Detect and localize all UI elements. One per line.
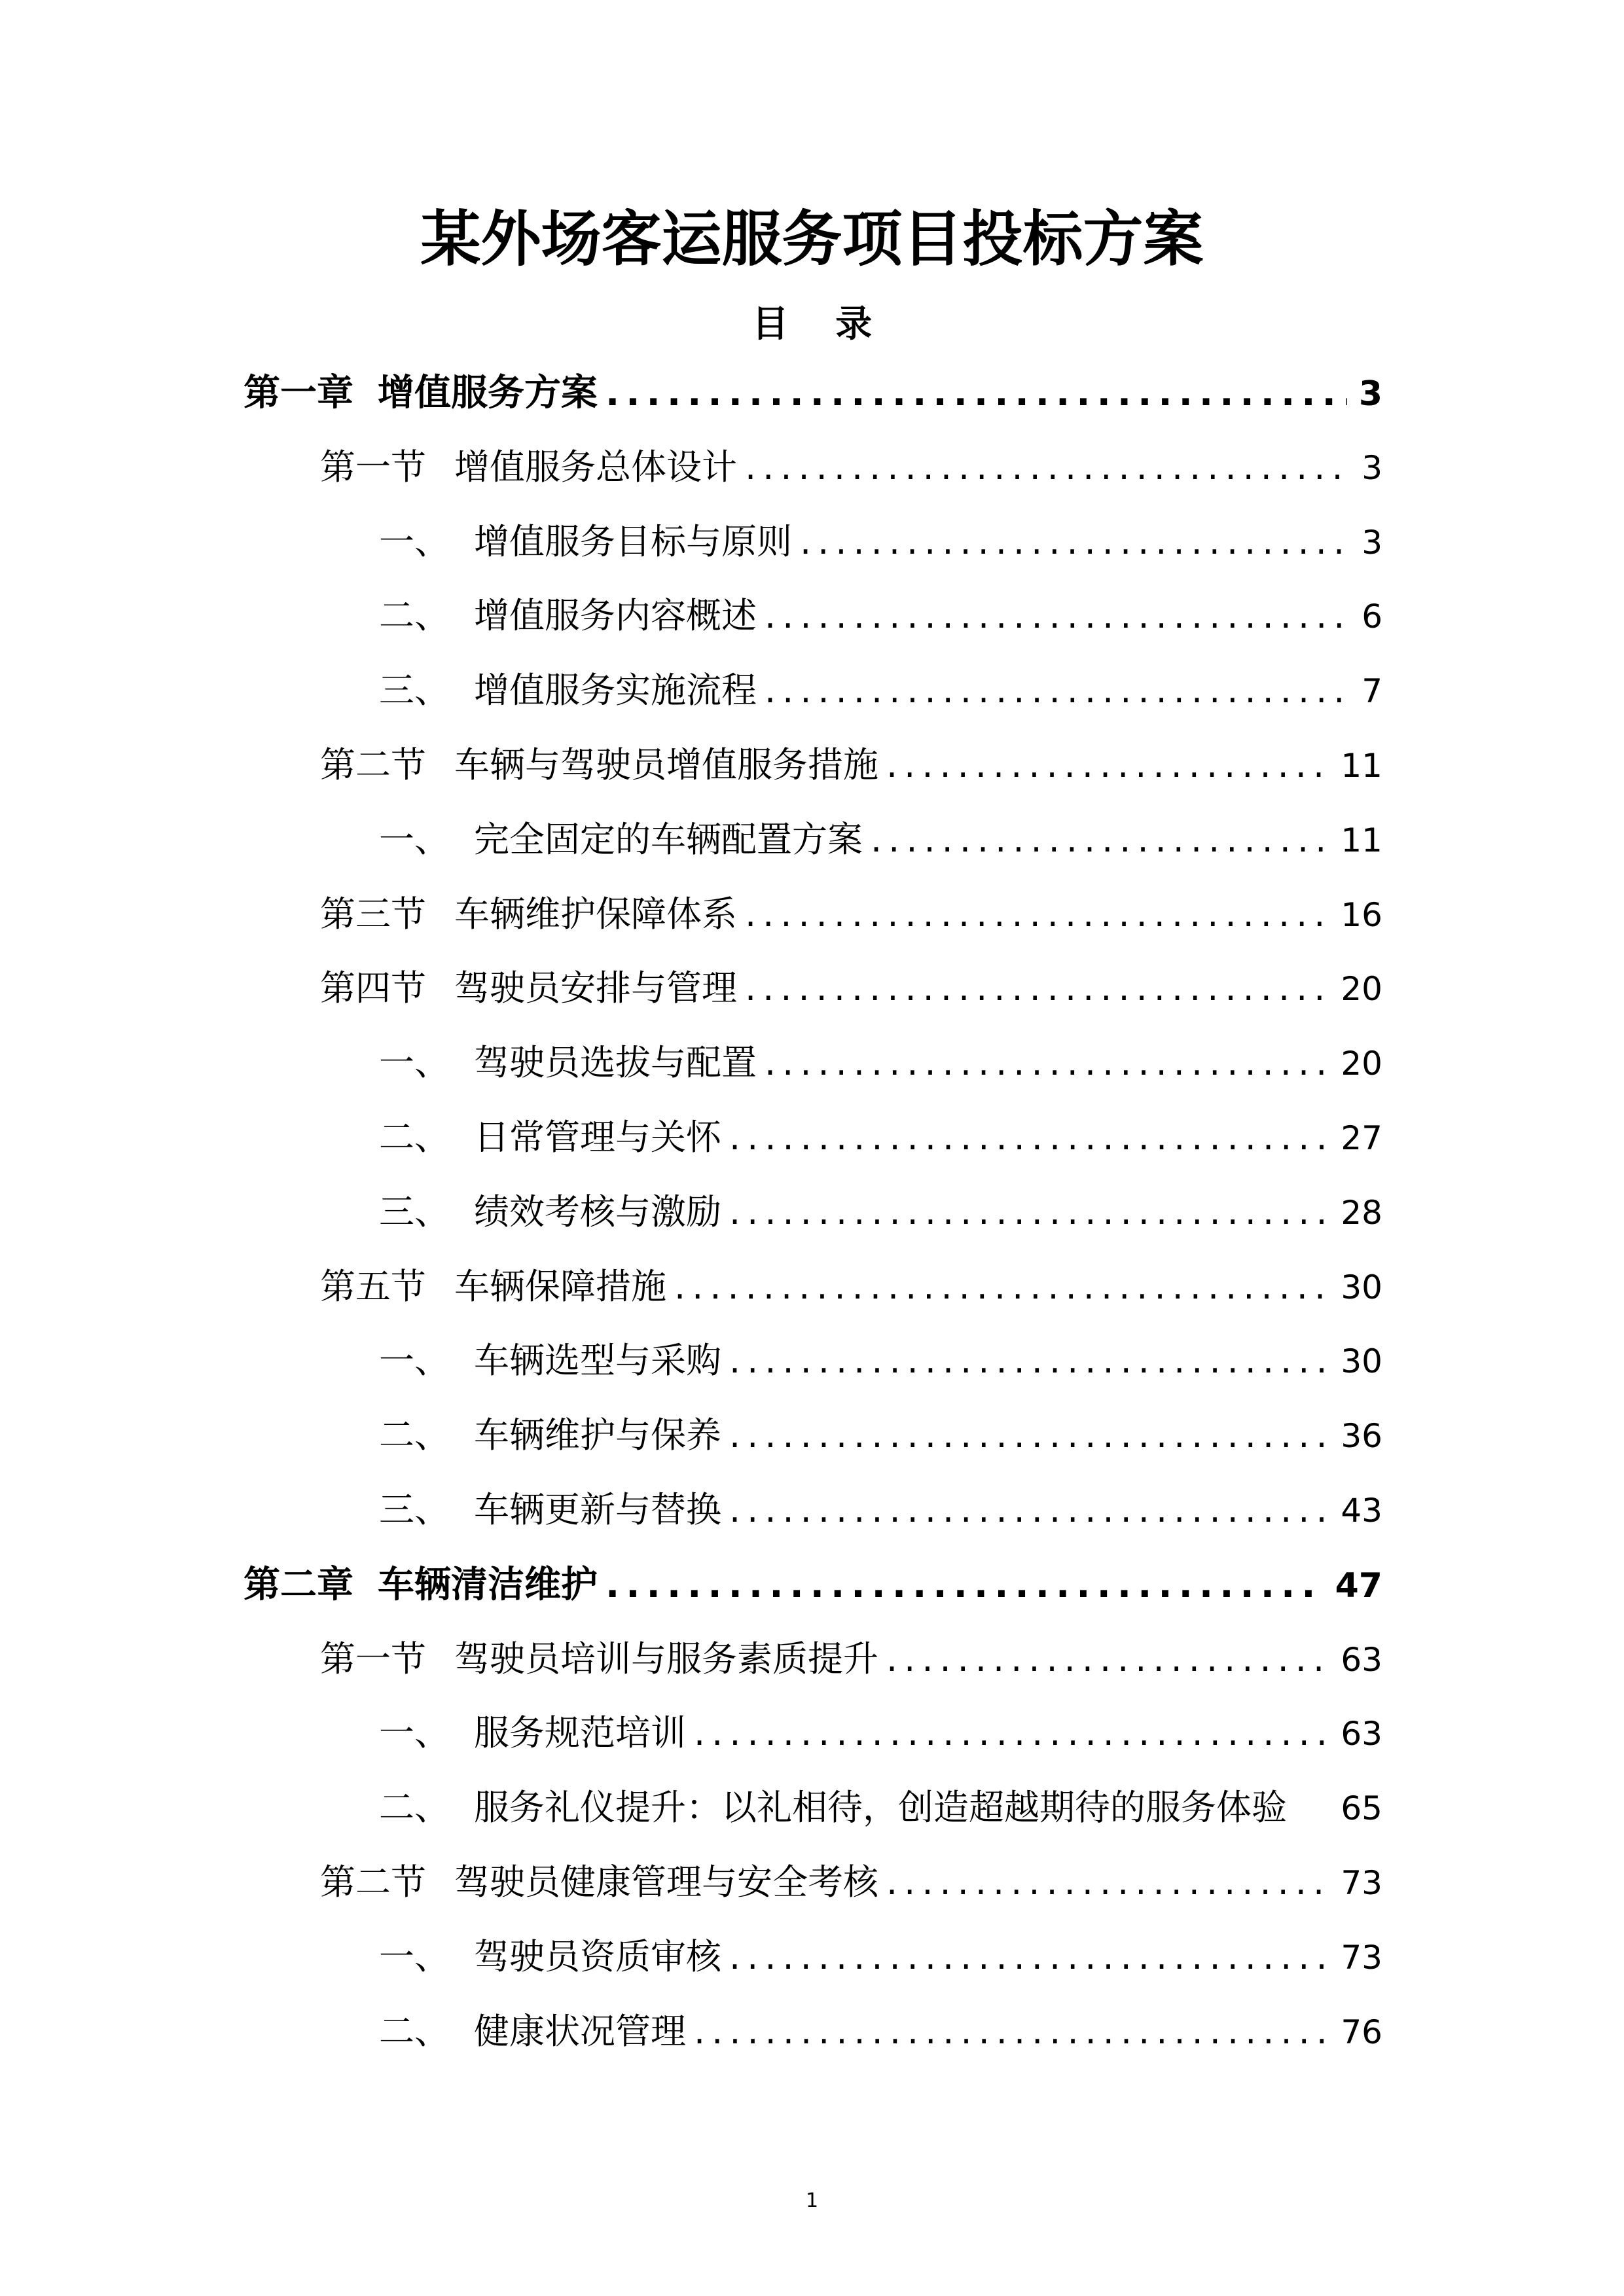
toc-entry-number: 三、 bbox=[379, 1488, 450, 1530]
toc-dot-leader bbox=[729, 1108, 1329, 1167]
toc-entry[interactable] bbox=[244, 885, 1382, 960]
toc-entry[interactable] bbox=[244, 1257, 1382, 1332]
toc-entry-page: 11 bbox=[1341, 746, 1382, 785]
toc-entry-title: 增值服务目标与原则 bbox=[474, 520, 792, 562]
toc-entry-number: 第五节 bbox=[320, 1265, 426, 1307]
toc-entry-title: 增值服务内容概述 bbox=[474, 595, 757, 637]
toc-entry-title: 车辆保障措施 bbox=[454, 1265, 666, 1307]
toc-heading: 目 录 bbox=[751, 302, 890, 346]
toc-dot-leader bbox=[745, 885, 1329, 944]
toc-entry-title: 驾驶员资质审核 bbox=[474, 1935, 721, 1977]
toc-dot-leader bbox=[729, 1183, 1329, 1242]
toc-entry-number: 第二章 bbox=[244, 1562, 353, 1606]
toc-entry[interactable] bbox=[244, 1630, 1382, 1704]
toc-entry-page: 43 bbox=[1341, 1491, 1382, 1530]
toc-entry-number: 三、 bbox=[379, 1191, 450, 1232]
toc-entry[interactable] bbox=[244, 1480, 1382, 1555]
toc-entry-page: 28 bbox=[1341, 1193, 1382, 1232]
toc-entry-page: 30 bbox=[1341, 1268, 1382, 1306]
toc-entry[interactable] bbox=[244, 1928, 1382, 2002]
toc-entry[interactable] bbox=[244, 1555, 1382, 1630]
toc-dot-leader bbox=[765, 586, 1350, 645]
toc-dot-leader bbox=[886, 736, 1329, 795]
toc-entry[interactable] bbox=[244, 1704, 1382, 1778]
toc-entry-page: 20 bbox=[1341, 970, 1382, 1009]
toc-entry-title: 增值服务总体设计 bbox=[454, 446, 737, 488]
toc-entry-title: 车辆维护保障体系 bbox=[454, 893, 737, 935]
toc-dot-leader bbox=[871, 810, 1329, 869]
toc-entry-title: 服务礼仪提升：以礼相待，创造超越期待的服务体验 bbox=[474, 1787, 1287, 1829]
toc-entry-title: 增值服务方案 bbox=[378, 371, 598, 414]
toc-entry-title: 健康状况管理 bbox=[474, 2010, 686, 2052]
toc-entry[interactable] bbox=[244, 1778, 1382, 1853]
toc-entry[interactable] bbox=[244, 736, 1382, 810]
toc-entry-page: 20 bbox=[1341, 1045, 1382, 1083]
toc-dot-leader bbox=[674, 1257, 1329, 1316]
toc-entry-title: 车辆清洁维护 bbox=[378, 1562, 598, 1606]
toc-entry-number: 二、 bbox=[379, 1116, 450, 1158]
toc-entry-number: 一、 bbox=[379, 1340, 450, 1382]
toc-entry-title: 完全固定的车辆配置方案 bbox=[474, 818, 863, 860]
toc-entry-page: 16 bbox=[1341, 895, 1382, 934]
toc-entry-page: 3 bbox=[1362, 448, 1382, 487]
toc-entry-title: 增值服务实施流程 bbox=[474, 670, 757, 711]
toc-dot-leader bbox=[605, 364, 1347, 423]
toc-entry-title: 车辆更新与替换 bbox=[474, 1488, 721, 1530]
toc-entry-title: 驾驶员培训与服务素质提升 bbox=[454, 1638, 878, 1679]
toc-dot-leader bbox=[745, 438, 1350, 497]
toc-entry-page: 36 bbox=[1341, 1417, 1382, 1456]
toc-entry[interactable] bbox=[244, 1853, 1382, 1928]
toc-entry-page: 65 bbox=[1341, 1789, 1382, 1828]
toc-entry-page: 3 bbox=[1362, 523, 1382, 562]
toc-dot-leader bbox=[694, 2002, 1329, 2061]
toc-entry-number: 第一节 bbox=[320, 1638, 426, 1679]
toc-entry-number: 一、 bbox=[379, 1042, 450, 1084]
toc-entry-title: 车辆维护与保养 bbox=[474, 1414, 721, 1456]
toc-entry[interactable] bbox=[244, 661, 1382, 736]
toc-entry-number: 三、 bbox=[379, 670, 450, 711]
table-of-contents bbox=[244, 363, 1382, 2076]
toc-entry-title: 绩效考核与激励 bbox=[474, 1191, 721, 1232]
toc-entry-page: 27 bbox=[1341, 1119, 1382, 1157]
toc-entry[interactable] bbox=[244, 2002, 1382, 2077]
toc-entry-number: 二、 bbox=[379, 2010, 450, 2052]
toc-entry[interactable] bbox=[244, 586, 1382, 661]
toc-entry-number: 第三节 bbox=[320, 893, 426, 935]
toc-entry[interactable] bbox=[244, 512, 1382, 587]
toc-dot-leader bbox=[694, 1704, 1329, 1763]
page-number: 1 bbox=[805, 2189, 819, 2212]
toc-entry-title: 车辆与驾驶员增值服务措施 bbox=[454, 744, 878, 785]
toc-dot-leader bbox=[745, 959, 1329, 1018]
toc-dot-leader bbox=[729, 1331, 1329, 1390]
toc-entry-page: 76 bbox=[1341, 2013, 1382, 2051]
toc-dot-leader bbox=[729, 1928, 1329, 1986]
toc-entry-title: 驾驶员安排与管理 bbox=[454, 967, 737, 1009]
toc-entry-title: 驾驶员健康管理与安全考核 bbox=[454, 1861, 878, 1903]
toc-entry-number: 二、 bbox=[379, 1414, 450, 1456]
toc-entry-number: 一、 bbox=[379, 1935, 450, 1977]
toc-entry[interactable] bbox=[244, 1033, 1382, 1108]
toc-entry[interactable] bbox=[244, 810, 1382, 885]
toc-entry-number: 二、 bbox=[379, 1787, 450, 1829]
toc-entry-number: 一、 bbox=[379, 818, 450, 860]
toc-entry-title: 服务规范培训 bbox=[474, 1712, 686, 1754]
toc-dot-leader bbox=[729, 1406, 1329, 1465]
toc-dot-leader bbox=[765, 661, 1350, 720]
toc-dot-leader bbox=[729, 1480, 1329, 1539]
toc-entry-page: 63 bbox=[1341, 1715, 1382, 1753]
toc-entry[interactable] bbox=[244, 363, 1382, 438]
toc-dot-leader bbox=[605, 1556, 1324, 1615]
toc-entry[interactable] bbox=[244, 438, 1382, 512]
toc-entry-title: 日常管理与关怀 bbox=[474, 1116, 721, 1158]
toc-entry-number: 第四节 bbox=[320, 967, 426, 1009]
toc-entry-page: 3 bbox=[1358, 374, 1382, 414]
toc-entry-number: 第二节 bbox=[320, 744, 426, 785]
toc-entry-number: 第一章 bbox=[244, 371, 353, 414]
toc-entry-number: 第二节 bbox=[320, 1861, 426, 1903]
toc-entry-page: 73 bbox=[1341, 1863, 1382, 1902]
toc-entry[interactable] bbox=[244, 1183, 1382, 1257]
toc-entry-page: 6 bbox=[1362, 598, 1382, 636]
toc-entry[interactable] bbox=[244, 959, 1382, 1033]
toc-entry-title: 车辆选型与采购 bbox=[474, 1340, 721, 1382]
toc-entry-number: 二、 bbox=[379, 595, 450, 637]
toc-entry[interactable] bbox=[244, 1108, 1382, 1183]
toc-entry[interactable] bbox=[244, 1406, 1382, 1480]
toc-entry-page: 73 bbox=[1341, 1938, 1382, 1977]
toc-dot-leader bbox=[886, 1853, 1329, 1912]
toc-entry-number: 第一节 bbox=[320, 446, 426, 488]
toc-dot-leader bbox=[765, 1033, 1329, 1092]
toc-entry-number: 一、 bbox=[379, 1712, 450, 1754]
toc-entry-title: 驾驶员选拔与配置 bbox=[474, 1042, 757, 1084]
toc-entry[interactable] bbox=[244, 1331, 1382, 1406]
toc-entry-page: 47 bbox=[1335, 1566, 1382, 1605]
toc-entry-page: 30 bbox=[1341, 1342, 1382, 1381]
toc-dot-leader bbox=[800, 512, 1350, 571]
document-title: 某外场客运服务项目投标方案 bbox=[420, 204, 1204, 274]
toc-dot-leader bbox=[886, 1630, 1329, 1689]
toc-entry-page: 63 bbox=[1341, 1640, 1382, 1679]
toc-entry-number: 一、 bbox=[379, 520, 450, 562]
toc-entry-page: 11 bbox=[1341, 821, 1382, 859]
toc-entry-page: 7 bbox=[1362, 672, 1382, 711]
